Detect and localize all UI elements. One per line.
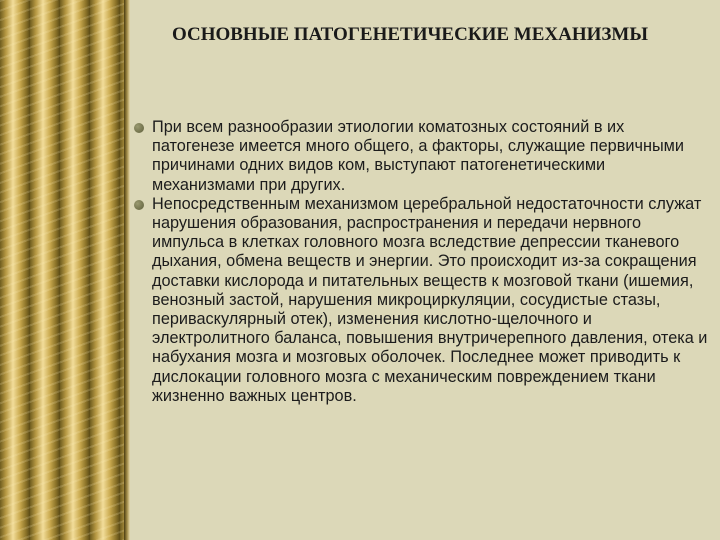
bullet-item bbox=[130, 118, 710, 195]
slide-title: ОСНОВНЫЕ ПАТОГЕНЕТИЧЕСКИЕ МЕХАНИЗМЫ bbox=[171, 24, 649, 45]
bullet-text: Непосредственным механизмом церебральной недостаточности служат нарушения образования, распространения и передачи нервного импульса в клетках головного мозга вследствие депрессии тканевого дыхания, обмена веществ и энергии. Это происходит из-за сокращения доставки кислорода и питательных веществ к мозговой ткани (ишемия, венозный застой, нарушения микроциркуляции, сосудистые стазы, периваскулярный отек), изменения кислотно-щелочного и электролитного баланса, повышения внутричерепного давления, отека и набухания мозга и мозговых оболочек. Последнее может приводить к дислокации головного мозга с механическим повреждением ткани жизненно важных центров. bbox=[152, 194, 708, 405]
bullet-item bbox=[130, 195, 710, 406]
bullet-text: При всем разнообразии этиологии коматозных состояний в их патогенезе имеется много общего, а факторы, служащие первичными причинами одних видов ком, выступают патогенетическими механизмами при других. bbox=[152, 118, 684, 194]
bullet-dot-icon bbox=[134, 123, 144, 133]
bullet-dot-icon bbox=[134, 200, 144, 210]
decorative-gold-pillar bbox=[0, 0, 124, 540]
bullet-list bbox=[130, 118, 710, 406]
